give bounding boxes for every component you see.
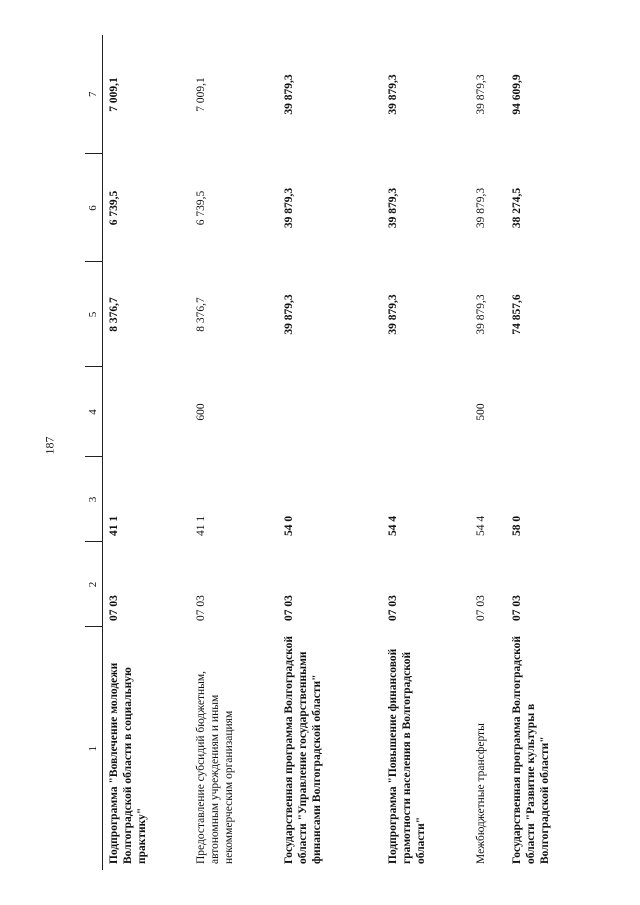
row-name: Предоставление субсидий бюджетным, автономным учреждениям и иным некоммерческим организациям	[195, 670, 235, 864]
row-value-3: 39 879,3	[283, 74, 295, 115]
column-number: 7	[85, 35, 102, 154]
row-target: 54 4	[387, 515, 399, 536]
row-name: Государственная программа Волгоградской области "Управление государственными финансами Волгоградской области"	[283, 635, 323, 864]
row-value-1: 8 376,7	[107, 297, 120, 332]
page-number	[40, 425, 60, 465]
row-type	[102, 367, 190, 457]
row-type: 600	[195, 403, 207, 421]
row-section: 07 03	[387, 595, 399, 621]
row-type	[382, 367, 470, 457]
row-value-1: 8 376,7	[195, 297, 207, 332]
row-name: Подпрограмма "Повышение финансовой грамотности населения в Волгоградской области"	[387, 648, 427, 864]
column-number-row	[85, 35, 102, 870]
row-type	[506, 367, 638, 457]
row-value-2: 38 274,5	[511, 187, 523, 229]
column-number: 2	[85, 542, 102, 627]
column-number: 6	[85, 154, 102, 262]
row-target: 58 0	[511, 515, 523, 536]
row-value-1: 39 879,3	[387, 294, 399, 335]
row-target: 41 1	[107, 515, 120, 536]
row-value-2: 39 879,3	[387, 187, 399, 229]
row-name: Межбюджетные трансферты	[475, 723, 487, 864]
row-value-3: 94 609,9	[511, 74, 523, 115]
row-value-3: 7 009,1	[107, 77, 120, 112]
row-value-1: 74 857,6	[511, 294, 523, 335]
row-value-3: 39 879,3	[387, 74, 399, 115]
row-value-2: 39 879,3	[283, 187, 295, 229]
row-section: 07 03	[107, 595, 120, 621]
page-number-text: 187	[42, 436, 57, 454]
row-value-3: 7 009,1	[195, 77, 207, 112]
row-name: Подпрограмма "Вовлечение молодежи Волгоградской области в социальную практику"	[107, 662, 148, 864]
row-section: 07 03	[475, 595, 487, 621]
row-name: Государственная программа Волгоградской области "Развитие культуры в Волгоградской области"	[511, 635, 551, 864]
column-number: 1	[85, 627, 102, 870]
budget-table	[85, 35, 638, 870]
row-target: 54 4	[475, 515, 487, 536]
row-value-2: 6 739,5	[195, 190, 207, 226]
table-row	[470, 35, 506, 870]
table-row	[102, 35, 190, 870]
row-value-2: 6 739,5	[107, 190, 120, 226]
column-number: 5	[85, 262, 102, 367]
row-value-1: 39 879,3	[475, 294, 487, 335]
column-number: 3	[85, 457, 102, 542]
column-number: 4	[85, 367, 102, 457]
row-value-1: 39 879,3	[283, 294, 295, 335]
row-section: 07 03	[283, 595, 295, 621]
rotated-table-container	[85, 35, 638, 870]
row-target: 41 1	[195, 515, 207, 536]
table-row	[382, 35, 470, 870]
table-row	[506, 35, 638, 870]
row-value-2: 39 879,3	[475, 187, 487, 229]
table-row	[190, 35, 278, 870]
row-type	[278, 367, 382, 457]
row-value-3: 39 879,3	[475, 74, 487, 115]
row-type: 500	[475, 403, 487, 421]
row-target: 54 0	[283, 515, 295, 536]
table-row	[278, 35, 382, 870]
row-section: 07 03	[195, 595, 207, 621]
row-section: 07 03	[511, 595, 523, 621]
